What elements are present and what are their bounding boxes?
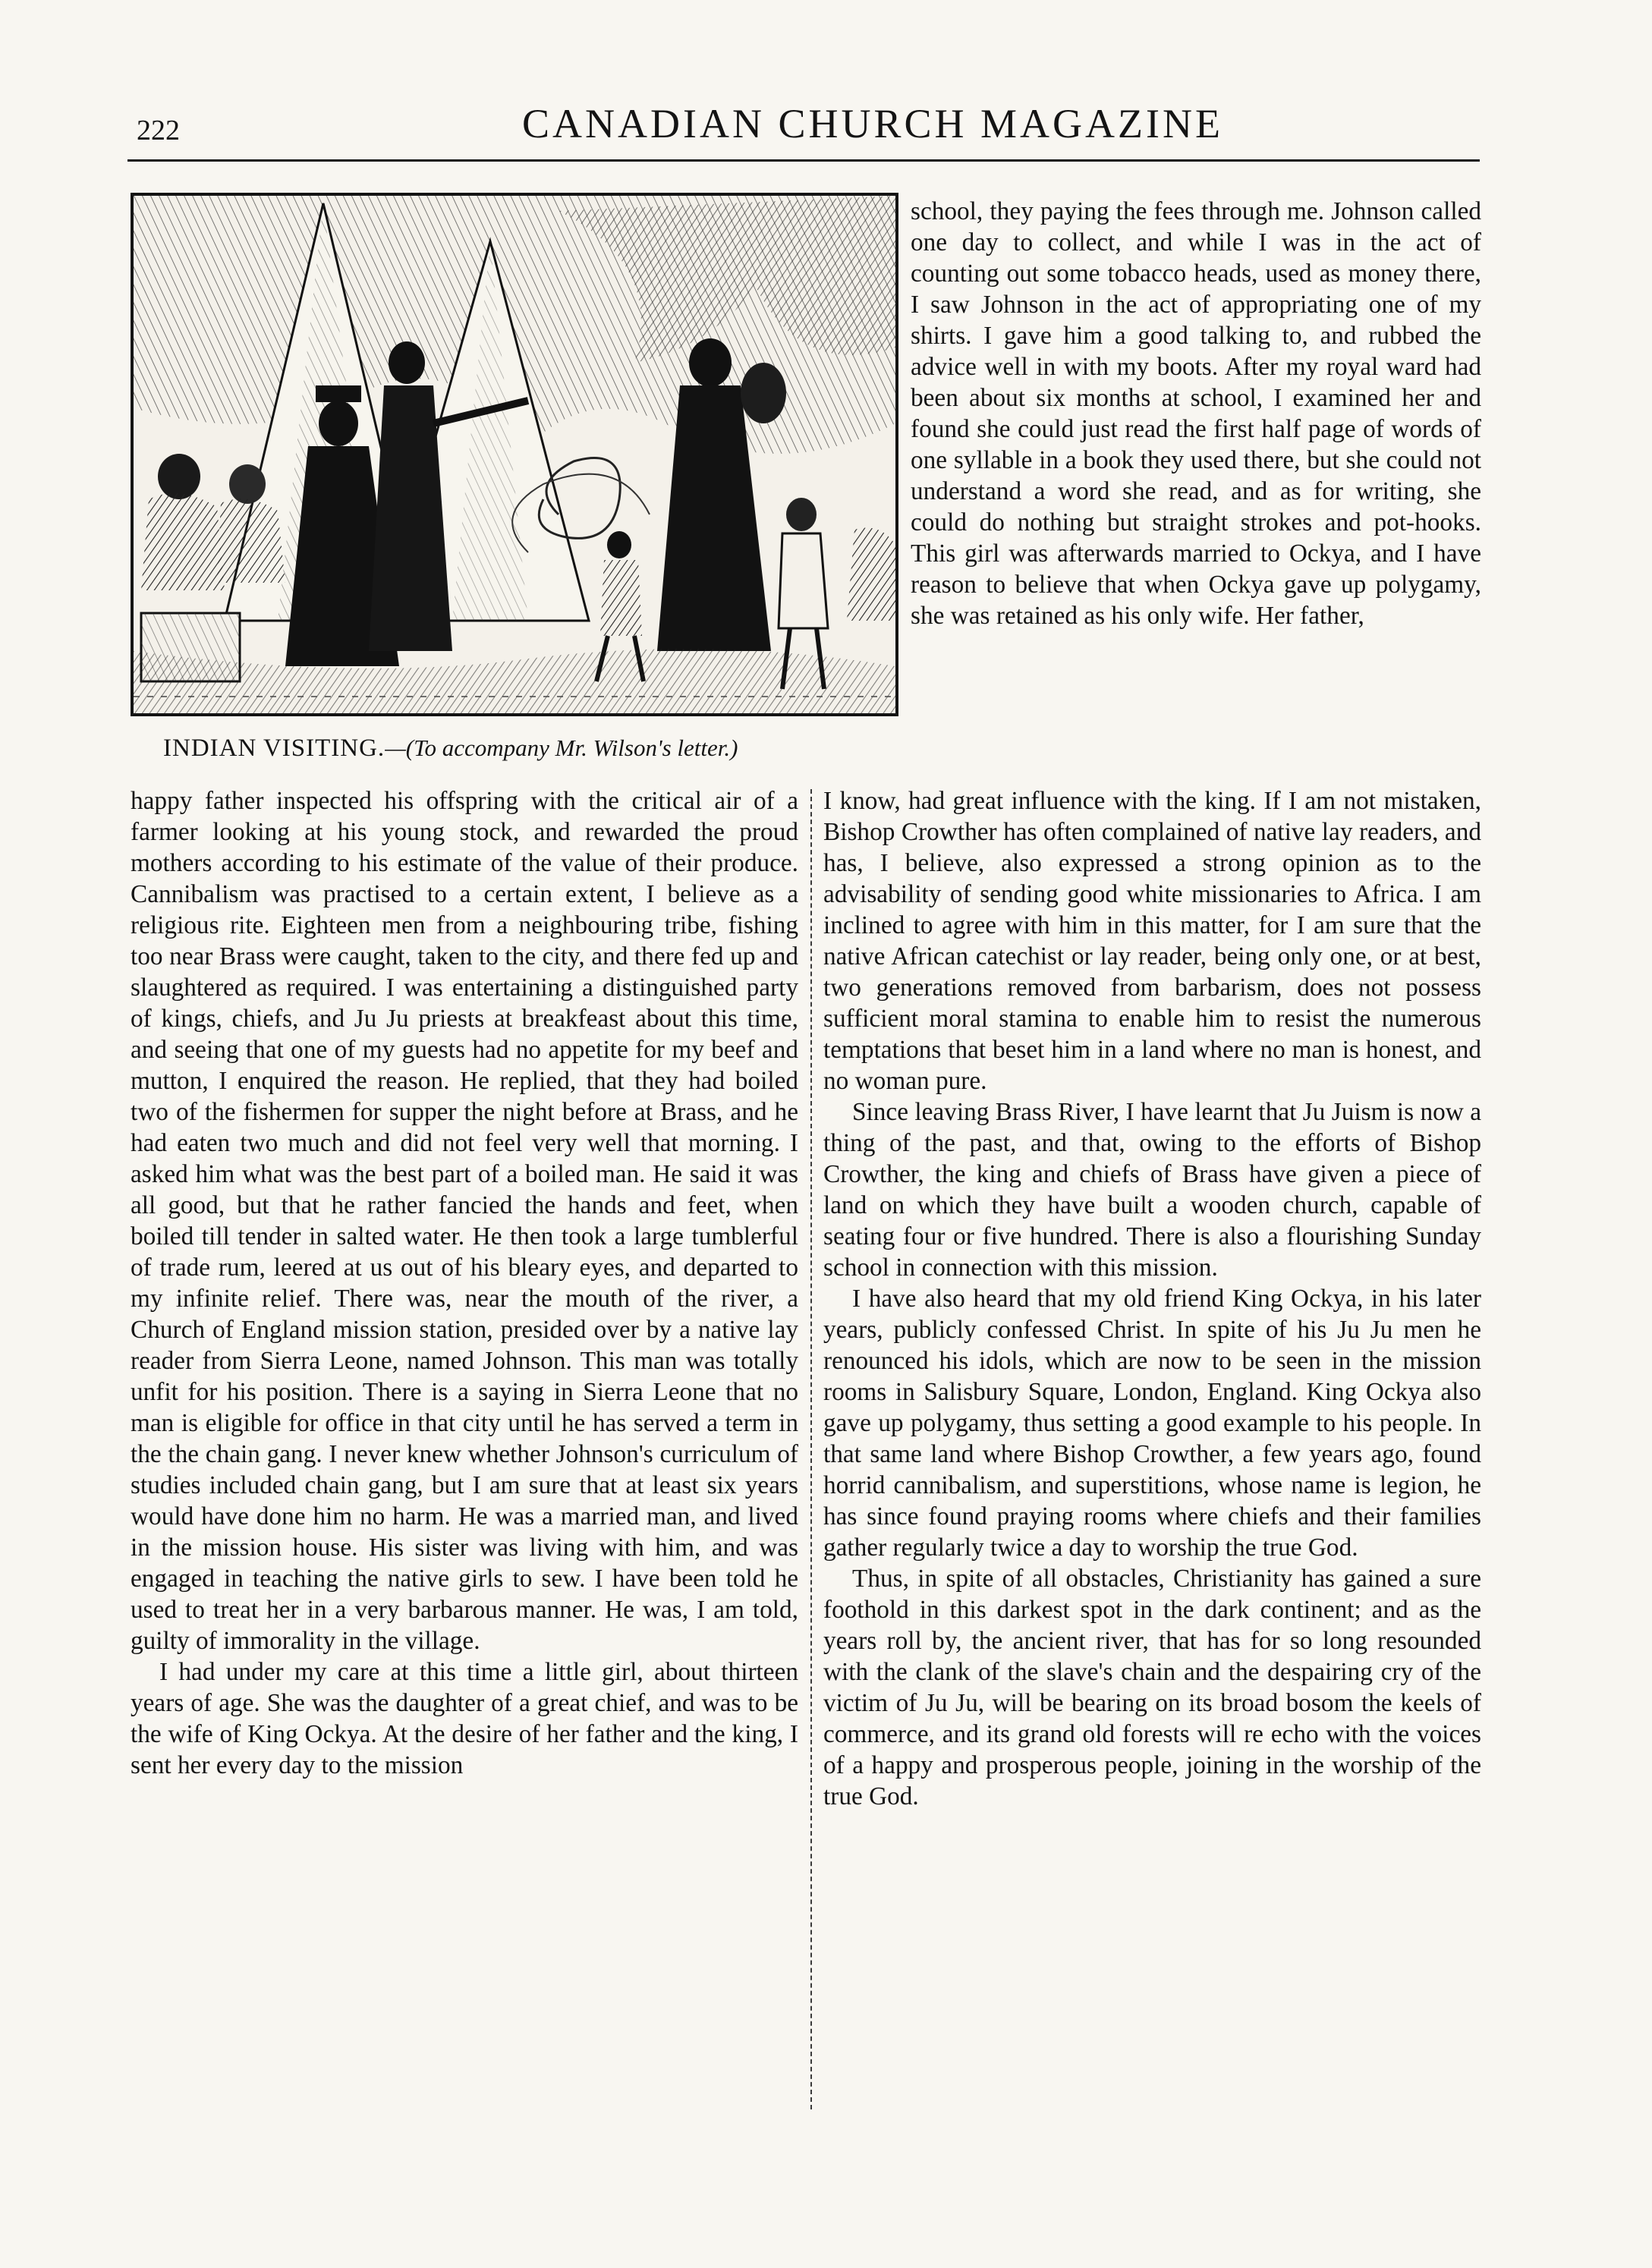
illustration-caption	[163, 735, 884, 763]
article-column-right-top	[911, 196, 1481, 631]
article-paragraph: Since leaving Brass River, I have learnt that Ju Juism is now a thing of the past, and that, owing to the efforts of Bishop Crowther, the king and chiefs of Brass have given a piece of land on which they have built a wooden church, capable of seating four or five hundred. There is also a flourishing Sunday school in connection with this mission.	[823, 1098, 1481, 1282]
column-divider	[810, 789, 812, 2109]
caption-note: —(To accompany Mr. Wilson's letter.)	[385, 735, 738, 761]
woodcut-illustration	[131, 193, 898, 716]
article-column-right	[823, 785, 1481, 1812]
article-column-left	[131, 785, 798, 1781]
article-paragraph: Thus, in spite of all obstacles, Christianity has gained a sure foothold in this darkest spot in the dark continent; and as the years roll by, the ancient river, that has for so long resounded with the clank of the slave's chain and the despairing cry of the victim of Ju Ju, will be bearing on its broad bosom the keels of commerce, and its grand old forests will re echo with the voices of a happy and prosperous people, joining in the worship of the true God.	[823, 1565, 1481, 1810]
header-rule	[127, 159, 1480, 162]
article-paragraph: school, they paying the fees through me. Johnson called one day to collect, and while I was in the act of counting out some tobacco heads, used as money there, I saw Johnson in the act of appropriating one of my shirts. I gave him a good talking to, and rubbed the advice well in with my boots. After my royal ward had been about six months at school, I examined her and found she could just read the first half page of words of one syllable in a book they used there, but she could not understand a word she read, and as for writing, she could do nothing but straight strokes and pot-hooks. This girl was afterwards married to Ockya, and I have reason to believe that when Ockya gave up polygamy, she was retained as his only wife. Her father,	[911, 197, 1481, 630]
article-paragraph: I had under my care at this time a little girl, about thirteen years of age. She was the daughter of a great chief, and was to be the wife of King Ockya. At the desire of her father and the king, I sent her every day to the mission	[131, 1658, 798, 1779]
caption-title: INDIAN VISITING.	[163, 735, 385, 762]
woodcut-engraving-icon	[134, 196, 895, 713]
running-title: CANADIAN CHURCH MAGAZINE	[522, 101, 1223, 146]
article-paragraph: I have also heard that my old friend King Ockya, in his later years, publicly confessed Christ. In spite of his Ju Ju men he renounced his idols, which are now to be seen in the mission rooms in Salisbury Square, London, England. King Ockya also gave up polygamy, thus setting a good example to his people. In that same land where Bishop Crowther, a few years ago, found horrid cannibalism, and superstitions, whose name is legion, he has since found praying rooms where chiefs and their families gather regularly twice a day to worship the true God.	[823, 1285, 1481, 1562]
article-paragraph: happy father inspected his offspring with the critical air of a farmer looking at his young stock, and rewarded the proud mothers according to his estimate of the value of their produce. Cannibalism was practised to a certain extent, I believe as a religious rite. Eighteen men from a neighbouring tribe, fishing too near Brass were caught, taken to the city, and there fed up and slaughtered as required. I was entertaining a distinguished party of kings, chiefs, and Ju Ju priests at breakfeast about this time, and seeing that one of my guests had no appetite for my beef and mutton, I enquired the reason. He replied, that they had boiled two of the fishermen for supper the night before at Brass, and he had eaten two much and did not feel very well that morning. I asked him what was the best part of a boiled man. He said it was all good, but that he rather fancied the hands and feet, when boiled till tender in salted water. He then took a large tumblerful of trade rum, leered at us out of his bleary eyes, and departed to my infinite relief. There was, near the mouth of the river, a Church of England mission station, presided over by a native lay reader from Sierra Leone, named Johnson. This man was totally unfit for his position. There is a saying in Sierra Leone that no man is eligible for office in that city until he has served a term in the the chain gang. I never knew whether Johnson's curriculum of studies included chain gang, but I am sure that at least six years would have done him no harm. He was a married man, and lived in the mission house. His sister was living with him, and was engaged in teaching the native girls to sew. I have been told he used to treat her in a very barbarous manner. He was, I am told, guilty of immorality in the village.	[131, 787, 798, 1655]
article-paragraph: I know, had great influence with the king. If I am not mistaken, Bishop Crowther has often complained of native lay readers, and has, I believe, also expressed a strong opinion as to the advisability of sending good white missionaries to Africa. I am inclined to agree with him in this matter, for I am sure that the native African catechist or lay reader, being only one, or at best, two generations removed from barbarism, does not possess sufficient moral stamina to enable him to resist the numerous temptations that beset him in a land where no man is honest, and no woman pure.	[823, 787, 1481, 1095]
page-number: 222	[137, 115, 180, 146]
